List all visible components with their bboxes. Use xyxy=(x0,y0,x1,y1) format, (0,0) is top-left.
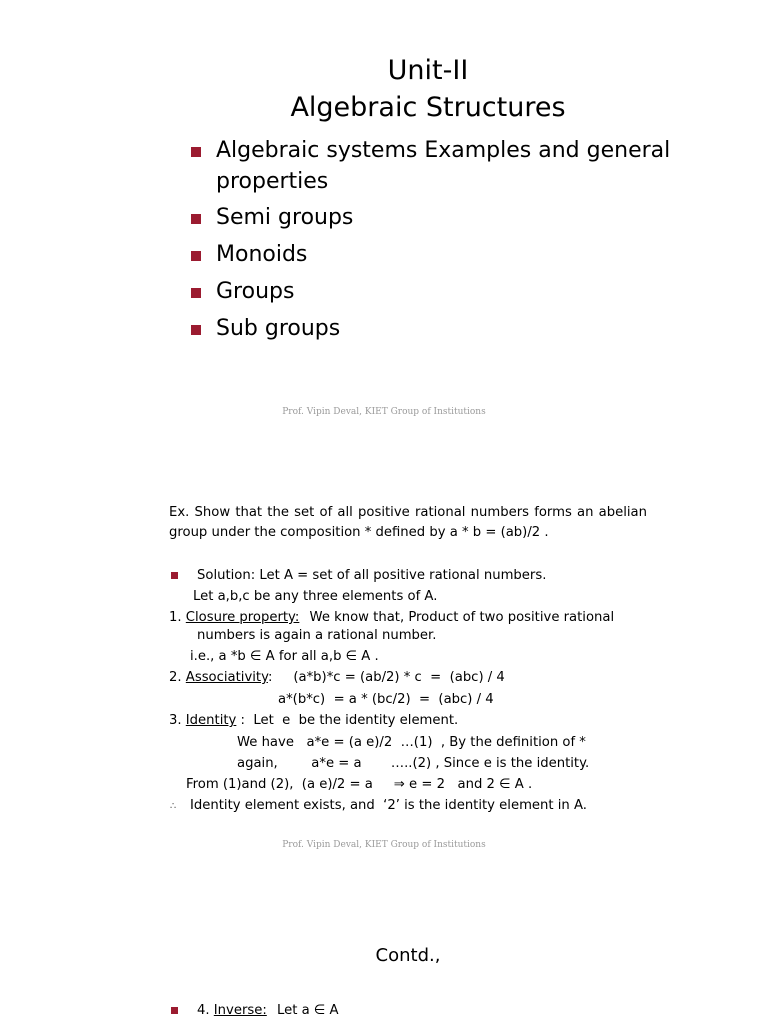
closure-line xyxy=(169,609,614,627)
step-number: 1. xyxy=(169,610,182,625)
associativity-label: Associativity xyxy=(185,670,268,685)
slide-footer: Prof. Vipin Deval, KIET Group of Institutions xyxy=(282,407,486,417)
identity-text-2: We have a*e = (a e)/2 …(1) , By the definition of * xyxy=(237,735,586,750)
topic-item: Sub groups xyxy=(216,316,341,341)
identity-text: : Let e be the identity element. xyxy=(236,713,459,728)
associativity-text: : (a*b)*c = (ab/2) * c = (abc) / 4 xyxy=(267,670,505,685)
closure-label: Closure property: xyxy=(185,610,300,625)
bullet-icon xyxy=(171,572,178,579)
bullet-icon xyxy=(191,325,201,335)
inverse-label: Inverse: xyxy=(213,1003,267,1018)
bullet-icon xyxy=(171,1007,178,1014)
step-number: 3. xyxy=(169,713,182,728)
solution-line: Solution: Let A = set of all positive rational numbers. xyxy=(197,568,547,583)
slide-title-line1: Unit-II xyxy=(387,55,469,86)
bullet-icon xyxy=(191,288,201,298)
step-number: 2. xyxy=(169,670,182,685)
inverse-text: Let a ∈ A xyxy=(277,1003,339,1018)
topic-item-continued: properties xyxy=(216,169,329,194)
identity-label: Identity xyxy=(185,713,237,728)
bullet-icon xyxy=(191,214,201,224)
step-number: 4. xyxy=(197,1003,210,1018)
closure-text: We know that, Product of two positive rational xyxy=(309,610,615,625)
associativity-text-2: a*(b*c) = a * (bc/2) = (abc) / 4 xyxy=(278,692,494,707)
slide-title-line2: Algebraic Structures xyxy=(290,92,566,123)
topic-item: Groups xyxy=(216,279,295,304)
bullet-icon xyxy=(191,147,201,157)
identity-line xyxy=(169,712,458,730)
problem-statement: Ex. Show that the set of all positive rational numbers forms an abelian group under the composition * defined by a * b = (ab)/2 . xyxy=(169,505,647,540)
topic-item: Semi groups xyxy=(216,205,354,230)
slide-footer: Prof. Vipin Deval, KIET Group of Institutions xyxy=(282,840,486,850)
closure-text-2: numbers is again a rational number. xyxy=(197,628,437,643)
identity-text-5: Identity element exists, and ‘2’ is the identity element in A. xyxy=(190,798,587,813)
identity-text-3: again, a*e = a …..(2) , Since e is the identity. xyxy=(237,756,590,771)
identity-text-4: From (1)and (2), (a e)/2 = a ⇒ e = 2 and 2 ∈ A . xyxy=(186,777,533,792)
contd-heading: Contd., xyxy=(375,945,441,966)
closure-ie: i.e., a *b ∈ A for all a,b ∈ A . xyxy=(190,649,379,664)
let-line: Let a,b,c be any three elements of A. xyxy=(193,589,438,604)
topic-item: Monoids xyxy=(216,242,308,267)
therefore-icon: ∴ xyxy=(170,801,177,812)
associativity-line xyxy=(169,669,505,687)
bullet-icon xyxy=(191,251,201,261)
topic-item: Algebraic systems Examples and general xyxy=(216,138,671,163)
inverse-line xyxy=(197,1002,339,1020)
